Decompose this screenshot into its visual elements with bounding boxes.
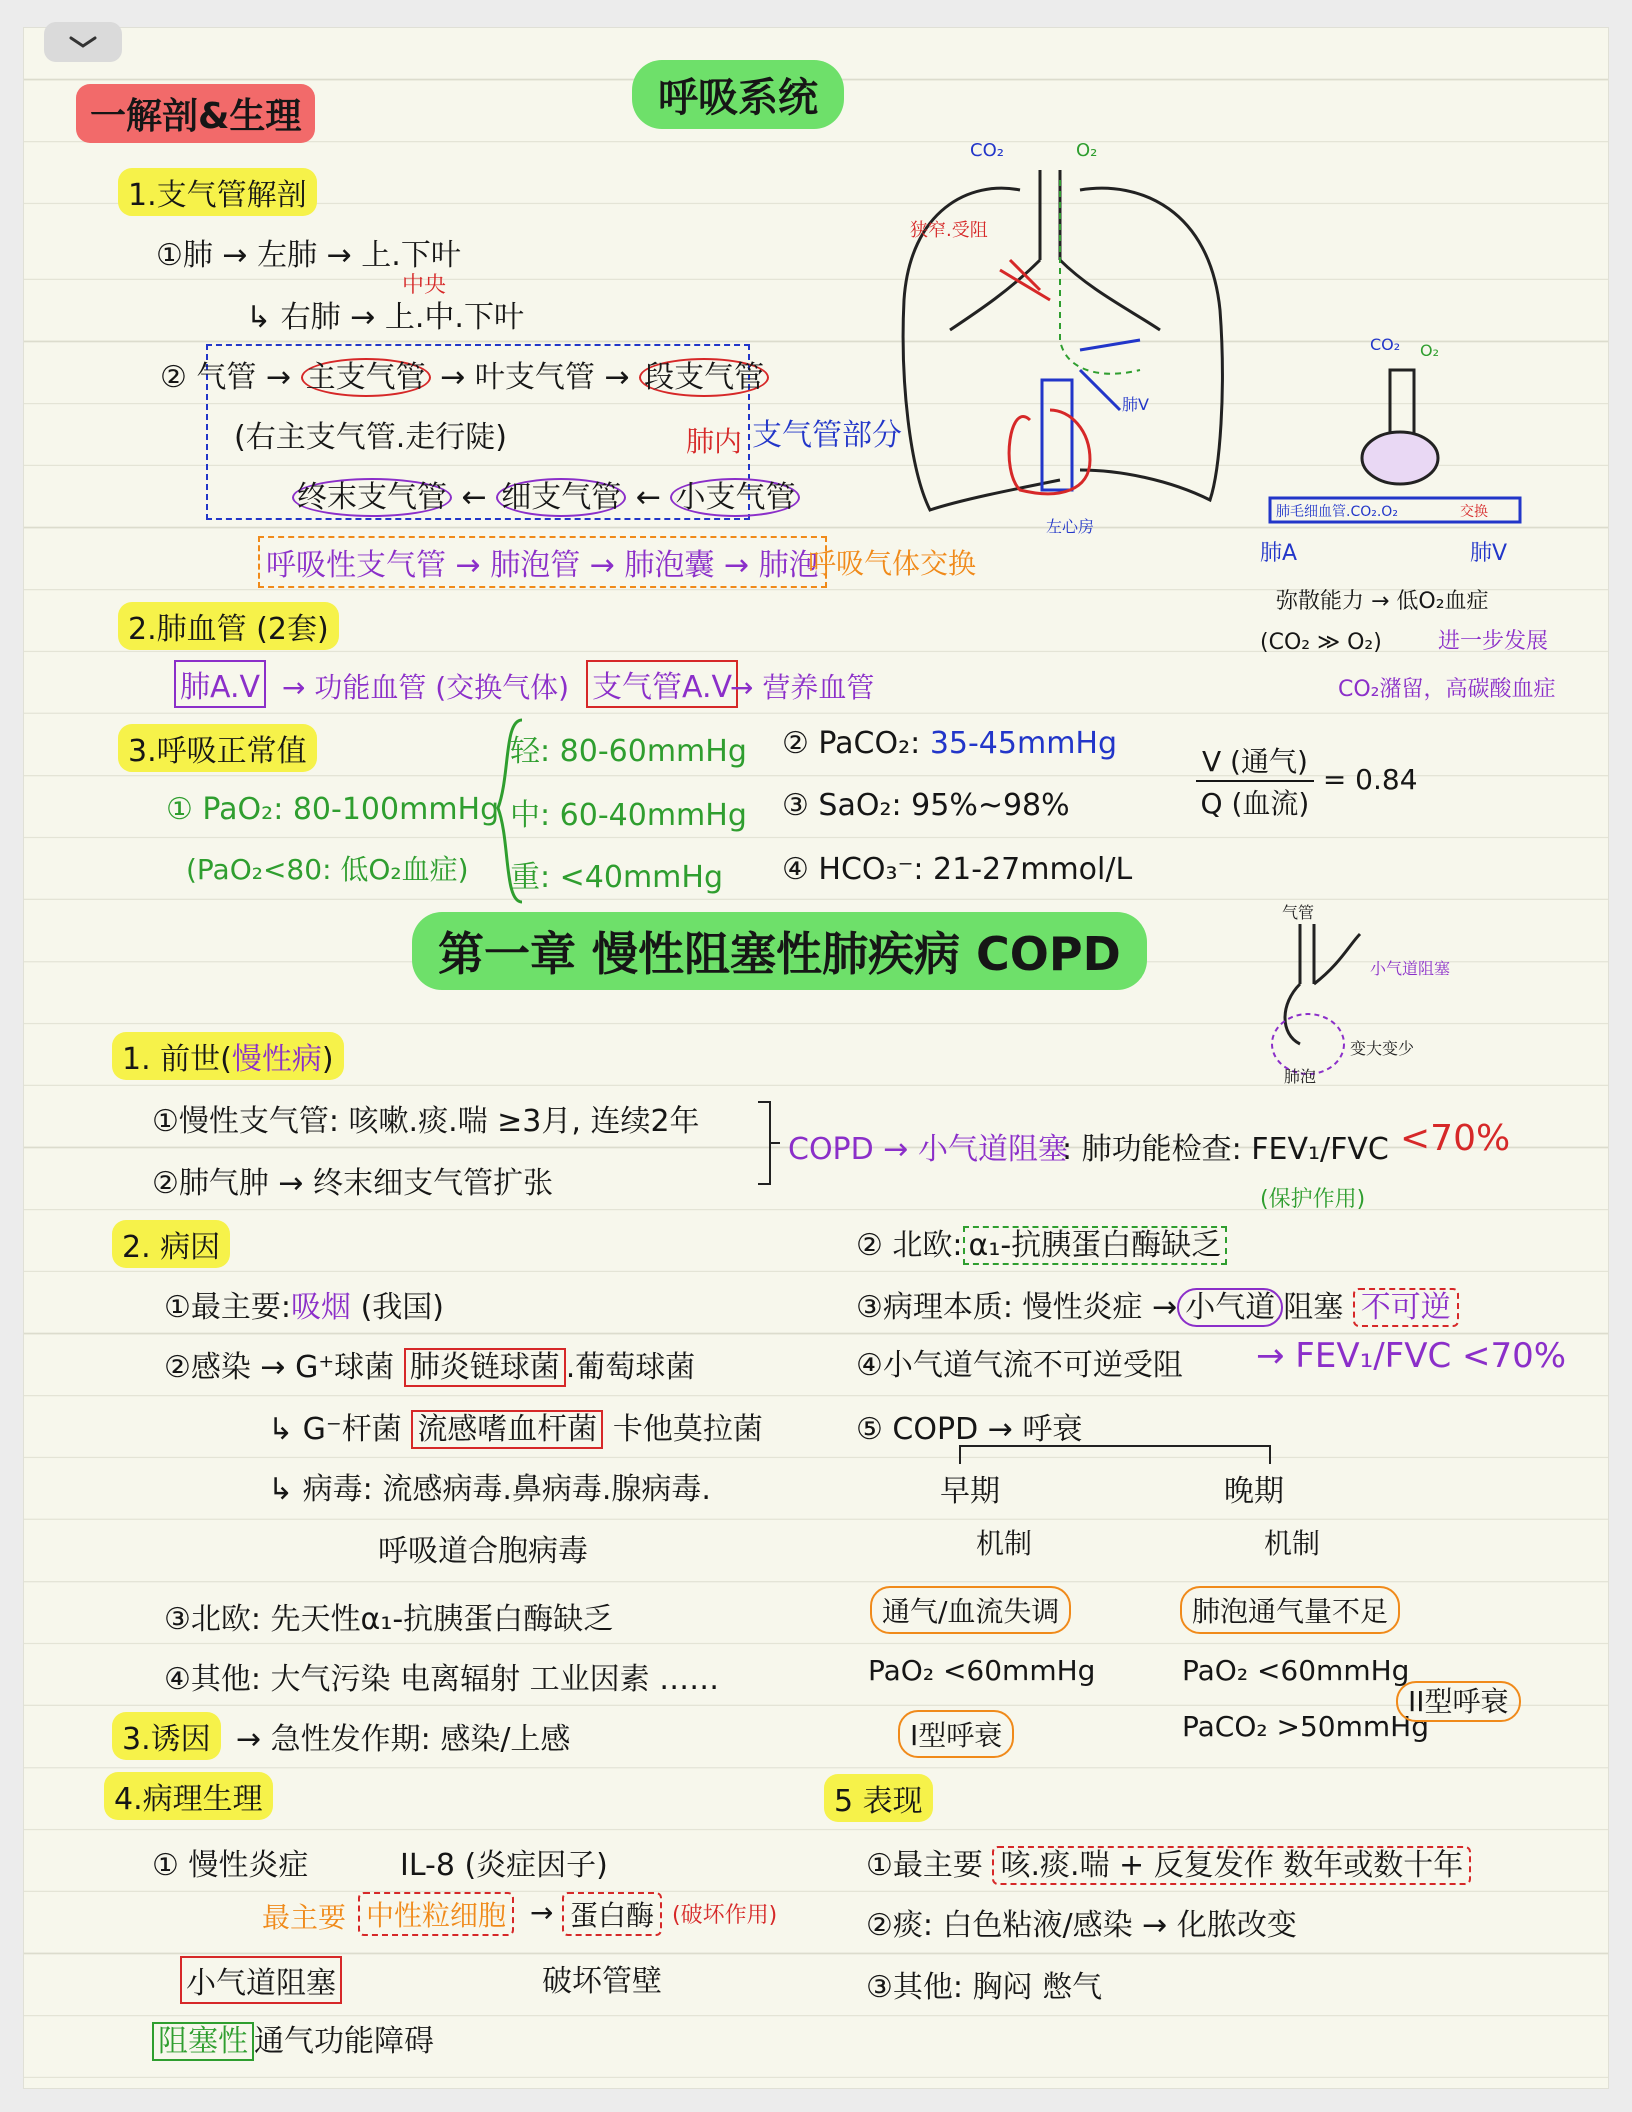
pulmonary-av: 肺A.V <box>174 660 266 708</box>
gneg-label: ↳ G⁻杆菌 <box>268 1412 402 1447</box>
obstruction: 阻塞 <box>1283 1290 1344 1325</box>
alpha1-deficiency: ③北欧: 先天性α₁-抗胰蛋白酶缺乏 <box>164 1602 614 1637</box>
infection-gneg <box>268 1404 763 1448</box>
protease: 蛋白酶 <box>562 1892 662 1936</box>
subsection-pathophysiology: 4.病理生理 <box>104 1772 273 1820</box>
paco2-label: ② PaCO₂: <box>782 726 921 761</box>
destructive-note: (破坏作用) <box>672 1903 778 1928</box>
arrow: → <box>440 360 466 395</box>
small-airway-block-label: 小气道阻塞 <box>1370 959 1451 978</box>
main-cause-end: (我国) <box>360 1290 444 1325</box>
main-symptom-label: ①最主要 <box>866 1848 983 1883</box>
small-bronchus: 小支气管 <box>670 478 800 517</box>
small-airway: 小气道 <box>1177 1288 1283 1327</box>
gpos-label: ②感染 → G⁺球菌 <box>164 1350 395 1385</box>
terminal-bronchiole: 终末支气管 <box>292 478 452 517</box>
mild-hypoxemia: 轻: 80-60mmHg <box>510 734 747 769</box>
early-pao2: PaO₂ <60mmHg <box>868 1654 1096 1687</box>
lobar-bronchus: 叶支气管 <box>474 360 595 395</box>
main-cause <box>164 1282 444 1326</box>
arrow: → <box>604 360 630 395</box>
pulmonary-artery-label: 肺A <box>1260 541 1298 566</box>
gas-exchange-note: 呼吸气体交换 <box>808 547 977 580</box>
airway-row-2 <box>292 472 800 516</box>
late-pao2: PaO₂ <60mmHg <box>1182 1654 1410 1687</box>
lung-function-test: : 肺功能检查: FEV₁/FVC <box>1062 1132 1389 1167</box>
obstructive-dysfunction <box>152 2016 434 2060</box>
o2-label: O₂ <box>1076 140 1098 161</box>
fev1-fvc-threshold: <70% <box>1400 1118 1511 1159</box>
obstructive-label: 阻塞性 <box>152 2022 254 2061</box>
small-o2-label: O₂ <box>1420 341 1440 360</box>
hypoxemia-note: (PaO₂<80: 低O₂血症) <box>186 853 469 886</box>
main-bronchus: 主支气管 <box>301 358 431 397</box>
early-late-branch <box>940 1436 1300 1466</box>
other-causes: ④其他: 大气污染 电离辐射 工业因素 …… <box>164 1662 720 1697</box>
subsection-trigger: 3.诱因 <box>112 1712 221 1760</box>
trachea-label: 气管 <box>1282 904 1315 922</box>
alveolus-label: 肺泡 <box>1284 1067 1317 1084</box>
copd-small-airway: COPD → 小气道阻塞 <box>788 1132 1068 1167</box>
collapse-button[interactable] <box>44 22 122 62</box>
airway-prefix: ② 气管 → <box>160 360 292 395</box>
small-airway-obstruction: 小气道阻塞 <box>180 1956 342 2004</box>
diffusion-note <box>1276 584 1489 615</box>
subsection-pulmonary-vessels: 2.肺血管 (2套) <box>118 602 339 650</box>
pulmonary-vein-small-label: 肺V <box>1470 541 1508 566</box>
alveolar-exchange-diagram <box>1260 330 1560 550</box>
capillary-right-label: 交换 <box>1460 504 1488 520</box>
lung-anatomy-diagram <box>890 140 1250 540</box>
progress-note: 进一步发展 <box>1438 629 1549 654</box>
infection-gpos <box>164 1342 695 1386</box>
fev1-fvc-rule: → FEV₁/FVC <70% <box>1256 1336 1567 1376</box>
capillary-label: 肺毛细血管.CO₂.O₂ <box>1276 504 1398 520</box>
diffusion-text: 弥散能力 → 低O₂血症 <box>1276 589 1489 614</box>
respiratory-zone: 呼吸性支气管 → 肺泡管 → 肺泡囊 → 肺泡 <box>258 536 827 588</box>
airway-row-1 <box>160 352 769 396</box>
co2-label: CO₂ <box>970 140 1004 161</box>
type1-failure: I型呼衰 <box>898 1710 1014 1758</box>
early-stage: 早期 <box>940 1474 1000 1509</box>
chronic-bronchitis: ①慢性支气管: 咳嗽.痰.喘 ≥3月, 连续2年 <box>152 1104 700 1139</box>
mechanism-late: 机制 <box>1264 1527 1321 1560</box>
vq-numerator: V (通气) <box>1196 740 1314 782</box>
pathology-essence <box>856 1282 1459 1326</box>
history-title-end: ) <box>321 1042 334 1077</box>
vq-value: = 0.84 <box>1322 763 1418 796</box>
subsection-history <box>112 1032 344 1080</box>
alveolar-hypoventilation: 肺泡通气量不足 <box>1180 1586 1400 1634</box>
pao2-normal: ① PaO₂: 80-100mmHg <box>166 792 500 827</box>
rsv: 呼吸道合胞病毒 <box>378 1534 588 1569</box>
nutrient-vessel: → 营养血管 <box>730 671 875 704</box>
type2-failure <box>1396 1680 1521 1720</box>
intrapulmonary-note: 肺内 <box>686 425 743 458</box>
paco2-value: 35-45mmHg <box>929 726 1118 761</box>
chronic-inflammation: ① 慢性炎症 <box>152 1848 309 1883</box>
vq-ratio <box>1196 740 1418 822</box>
severe-hypoxemia: 重: <40mmHg <box>510 860 724 895</box>
main-cause-label: ①最主要: <box>164 1290 292 1325</box>
subsection-etiology: 2. 病因 <box>112 1220 230 1268</box>
acute-trigger: → 急性发作期: 感染/上感 <box>236 1722 571 1757</box>
northern-europe-label: ② 北欧: <box>856 1228 963 1263</box>
emphysema: ②肺气肿 → 终末细支气管扩张 <box>152 1166 554 1201</box>
irreversible: 不可逆 <box>1353 1288 1459 1327</box>
ventilation-dysfunction: 通气功能障碍 <box>254 2024 434 2059</box>
bronchial-part-label: 支气管部分 <box>752 418 902 453</box>
copd-to-failure: ⑤ COPD → 呼衰 <box>856 1412 1083 1447</box>
most-important-label: 最主要 <box>262 1901 347 1934</box>
chevron-down-icon <box>68 35 98 49</box>
alpha1-box: α₁-抗胰蛋白酶缺乏 <box>963 1226 1228 1265</box>
haemophilus-influenzae: 流感嗜血杆菌 <box>411 1410 603 1449</box>
functional-vessel: → 功能血管 (交换气体) <box>282 671 570 704</box>
northern-europe <box>856 1220 1227 1264</box>
sao2-normal: ③ SaO₂: 95%~98% <box>782 788 1070 823</box>
pulmonary-vein-label: 肺V <box>1122 395 1149 414</box>
middle-note: 中央 <box>402 273 447 298</box>
bronchial-av: 支气管A.V <box>586 660 738 708</box>
co2-retention-note: CO₂潴留，高碳酸血症 <box>1338 677 1556 702</box>
vq-denominator: Q (血流) <box>1200 787 1310 820</box>
subsection-bronchial-anatomy: 1.支气管解剖 <box>118 168 317 216</box>
hco3-normal: ④ HCO₃⁻: 21-27mmol/L <box>782 852 1133 887</box>
history-bracket <box>756 1100 782 1186</box>
vq-mismatch: 通气/血流失调 <box>870 1586 1071 1634</box>
narrow-label: 狭窄.受阻 <box>910 220 988 241</box>
late-stage: 晚期 <box>1224 1474 1284 1509</box>
il8: IL-8 (炎症因子) <box>400 1848 608 1883</box>
segmental-bronchus: 段支气管 <box>639 358 769 397</box>
subsection-manifestations: 5 表现 <box>824 1774 933 1822</box>
arrow: ← <box>461 480 487 515</box>
arrow: → <box>530 1896 554 1929</box>
neutrophil: 中性粒细胞 <box>358 1892 514 1936</box>
mechanism-early: 机制 <box>976 1527 1033 1560</box>
main-symptom <box>866 1840 1471 1884</box>
infection-virus: ↳ 病毒: 流感病毒.鼻病毒.腺病毒. <box>268 1472 711 1507</box>
paco2-normal <box>782 726 1117 761</box>
left-atrium-label: 左心房 <box>1046 517 1095 536</box>
staphylococcus: .葡萄球菌 <box>565 1350 696 1385</box>
sputum: ②痰: 白色粘液/感染 → 化脓改变 <box>866 1908 1297 1943</box>
arrow: ← <box>635 480 661 515</box>
chapter-title: 第一章 慢性阻塞性肺疾病 COPD <box>412 912 1147 990</box>
right-main-bronchus-note: (右主支气管.走行陡) <box>234 420 507 455</box>
subsection-normal-values: 3.呼吸正常值 <box>118 724 317 772</box>
other-symptoms: ③其他: 胸闷 憋气 <box>866 1970 1103 2005</box>
lung-lobes-left: ①肺 → 左肺 → 上.下叶 <box>156 238 461 273</box>
page-title: 呼吸系统 <box>632 60 844 129</box>
small-co2-label: CO₂ <box>1370 335 1401 354</box>
chronic-disease: 慢性病 <box>231 1042 322 1077</box>
protective-note: (保护作用) <box>1260 1187 1366 1212</box>
type2-label: II型呼衰 <box>1396 1681 1521 1722</box>
cough-sputum-wheeze: 咳.痰.喘 + 反复发作 数年或数十年 <box>992 1846 1471 1885</box>
late-paco2: PaCO₂ >50mmHg <box>1182 1710 1429 1743</box>
airway-alveolus-sketch <box>1260 904 1460 1084</box>
gas-ratio: (CO₂ ≫ O₂) <box>1260 630 1382 655</box>
moraxella: 卡他莫拉菌 <box>612 1412 763 1447</box>
bronchiole: 细支气管 <box>496 478 626 517</box>
streptococcus-pneumoniae: 肺炎链球菌 <box>404 1348 566 1387</box>
wall-destruction: 破坏管壁 <box>542 1964 662 1999</box>
history-title: 1. 前世( <box>122 1042 232 1077</box>
smoking: 吸烟 <box>291 1290 352 1325</box>
lung-lobes-right: ↳ 右肺 → 上.中.下叶 <box>246 300 524 335</box>
enlarge-label: 变大变少 <box>1350 1039 1415 1058</box>
essence-label: ③病理本质: 慢性炎症 → <box>856 1290 1178 1325</box>
moderate-hypoxemia: 中: 60-40mmHg <box>510 798 747 833</box>
section-heading-anatomy: 一解剖&生理 <box>76 84 315 143</box>
irreversible-airflow: ④小气道气流不可逆受阻 <box>856 1348 1183 1383</box>
